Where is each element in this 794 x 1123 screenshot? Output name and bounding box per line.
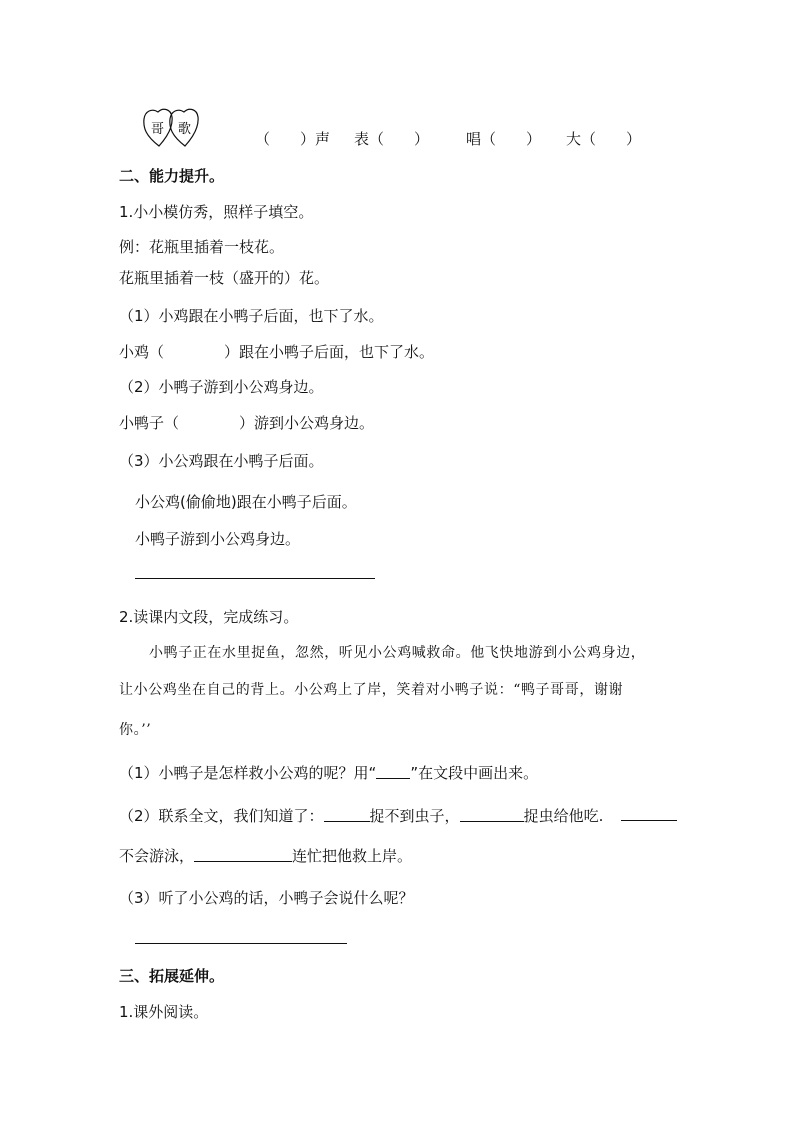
section-3-heading: 三、拓展延伸。 [119,967,225,985]
q1-sentence-3-task: 小鸭子游到小公鸡身边。 [135,530,301,548]
q2-title: 2.读课内文段，完成练习。 [119,608,299,626]
answer-blank-4[interactable] [194,847,292,862]
blank-row-item-1: （ ）声 [255,130,331,148]
q1-example-line-1: 例：花瓶里插着一枝花。 [119,238,285,256]
underline-symbol [376,764,410,779]
answer-line-1[interactable] [135,578,375,579]
answer-blank-1[interactable] [324,807,370,822]
blank-row-item-2: 表（ ） [354,130,430,148]
q2-part-1 [119,763,538,783]
q3-title: 1.课外阅读。 [119,1003,209,1021]
passage-line-2: 让小公鸡坐在自己的背上。小公鸡上了岸，笑着对小鸭子说：“鸭子哥哥，谢谢 [119,682,624,698]
q2-part-2-prefix: （2）联系全文，我们知道了： [119,807,324,825]
q2-part-2-cont [119,846,412,866]
q2-part-2-text-c: 捉虫给他吃. [523,807,604,825]
q2-part-2-text-b: 捉不到虫子， [369,807,460,825]
answer-blank-2[interactable] [460,807,524,822]
q2-part-3: （3）听了小公鸡的话，小鸭子会说什么呢？ [119,889,414,907]
q1-sentence-1-fill: 小鸡（ ）跟在小鸭子后面，也下了水。 [119,343,435,361]
q1-sentence-2: （2）小鸭子游到小公鸡身边。 [119,378,324,396]
answer-line-2[interactable] [135,943,347,944]
q1-sentence-3-example: 小公鸡(偷偷地)跟在小鸭子后面。 [135,493,357,511]
two-hearts-graphic [142,104,208,150]
q1-sentence-2-fill: 小鸭子（ ）游到小公鸡身边。 [119,414,375,432]
q1-sentence-1: （1）小鸡跟在小鸭子后面，也下了水。 [119,307,384,325]
passage-line-3: 你。’’ [119,722,152,738]
blank-row-item-3: 唱（ ） [466,130,542,148]
q2-part-2 [119,806,603,826]
answer-blank-3[interactable] [621,820,677,821]
q1-sentence-3: （3）小公鸡跟在小鸭子后面。 [119,452,324,470]
q2-part-1-prefix: （1）小鸭子是怎样救小公鸡的呢？用“ [119,764,377,782]
q2-part-2-text-d: 不会游泳， [119,847,195,865]
q1-example-line-2: 花瓶里插着一枝（盛开的）花。 [119,269,330,287]
q2-part-2-text-e: 连忙把他救上岸。 [292,847,413,865]
passage-line-1: 小鸭子正在水里捉鱼，忽然，听见小公鸡喊救命。他飞快地游到小公鸡身边， [149,645,646,661]
blank-row-item-4: 大（ ） [566,130,642,148]
section-2-heading: 二、能力提升。 [119,167,225,185]
q1-title: 1.小小模仿秀，照样子填空。 [119,203,314,221]
q2-part-1-suffix: ”在文段中画出来。 [410,764,539,782]
heart-word-left: 哥 [151,122,165,137]
heart-word-right: 歌 [178,122,192,137]
